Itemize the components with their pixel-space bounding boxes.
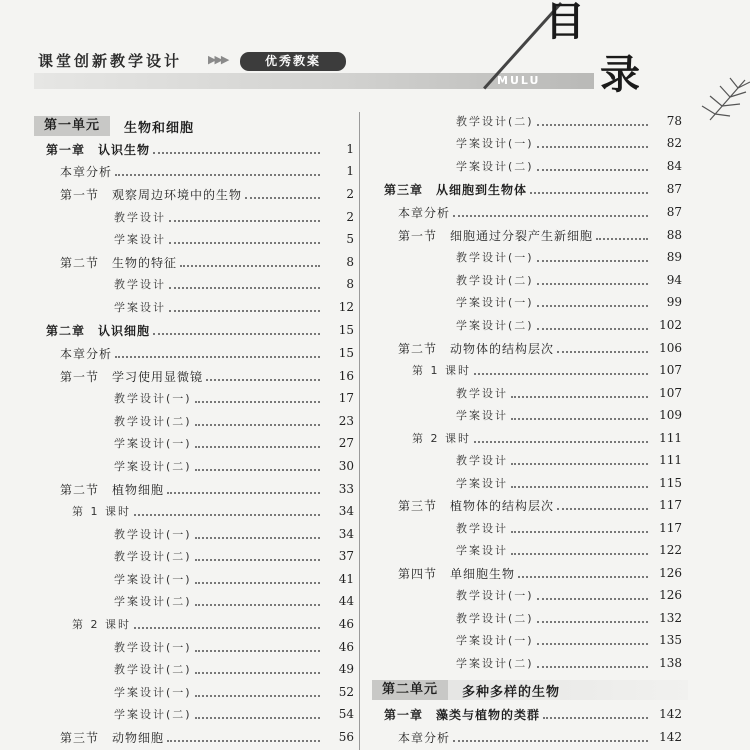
toc-item[interactable] bbox=[114, 705, 354, 723]
page-number: 37 bbox=[338, 549, 354, 563]
dot-leader bbox=[195, 424, 320, 426]
toc-label: 学案设计 bbox=[114, 233, 166, 246]
dot-leader bbox=[206, 379, 320, 381]
page-number: 2 bbox=[346, 187, 354, 201]
dot-leader bbox=[134, 627, 320, 629]
toc-item[interactable] bbox=[114, 570, 354, 588]
page-number: 87 bbox=[666, 182, 682, 196]
toc-label: 教学设计(二) bbox=[114, 415, 192, 428]
page-number: 109 bbox=[659, 408, 682, 422]
page-number: 1 bbox=[346, 164, 354, 178]
dot-leader bbox=[537, 283, 648, 285]
dot-leader bbox=[167, 740, 320, 742]
dot-leader bbox=[115, 356, 320, 358]
dot-leader bbox=[537, 598, 648, 600]
unit-heading bbox=[34, 116, 354, 136]
page-number: 34 bbox=[338, 527, 354, 541]
page-number: 107 bbox=[659, 363, 682, 377]
page-number: 49 bbox=[338, 662, 354, 676]
toc-item[interactable] bbox=[456, 384, 682, 402]
dot-leader bbox=[511, 463, 648, 465]
page-number: 15 bbox=[338, 346, 354, 360]
toc-label: 学案设计(二) bbox=[114, 595, 192, 608]
toc-item[interactable] bbox=[114, 683, 354, 701]
toc-lesson[interactable] bbox=[412, 429, 682, 447]
unit-title: 多种多样的生物 bbox=[462, 684, 561, 700]
toc-item[interactable] bbox=[456, 271, 682, 289]
dot-leader bbox=[195, 650, 320, 652]
page-number: 2 bbox=[346, 210, 354, 224]
page-number: 111 bbox=[659, 431, 682, 445]
toc-section[interactable] bbox=[60, 480, 354, 498]
toc-section[interactable] bbox=[60, 728, 354, 746]
page-number: 17 bbox=[338, 391, 354, 405]
toc-label: 第四节 单细胞生物 bbox=[398, 566, 516, 581]
dot-leader bbox=[474, 373, 648, 375]
page-number: 126 bbox=[659, 566, 682, 580]
dot-leader bbox=[195, 695, 320, 697]
toc-label: 第 2 课时 bbox=[72, 618, 131, 631]
toc-item[interactable] bbox=[114, 412, 354, 430]
toc-label: 本章分析 bbox=[398, 730, 451, 745]
toc-label: 学案设计(二) bbox=[114, 708, 192, 721]
toc-label: 教学设计(一) bbox=[114, 528, 192, 541]
toc-label: 学案设计(一) bbox=[114, 686, 192, 699]
page-number: 87 bbox=[666, 205, 682, 219]
dot-leader bbox=[537, 328, 648, 330]
toc-label: 本章分析 bbox=[60, 164, 113, 179]
toc-analysis[interactable] bbox=[60, 162, 354, 180]
toc-label: 第二节 动物体的结构层次 bbox=[398, 341, 555, 356]
page-number: 115 bbox=[659, 476, 682, 490]
page-number: 23 bbox=[338, 414, 354, 428]
toc-label: 学案设计(一) bbox=[114, 573, 192, 586]
toc-item[interactable] bbox=[456, 248, 682, 266]
toc-lesson[interactable] bbox=[72, 615, 354, 633]
toc-label: 第一节 学习使用显微镜 bbox=[60, 369, 204, 384]
dot-leader bbox=[537, 643, 648, 645]
dot-leader bbox=[115, 174, 320, 176]
dot-leader bbox=[537, 146, 648, 148]
toc-item[interactable] bbox=[456, 157, 682, 175]
dot-leader bbox=[453, 740, 648, 742]
toc-label: 学案设计 bbox=[456, 544, 508, 557]
toc-label: 学案设计 bbox=[456, 477, 508, 490]
dot-leader bbox=[537, 666, 648, 668]
toc-chapter[interactable] bbox=[46, 321, 354, 339]
toc-item[interactable] bbox=[456, 134, 682, 152]
page-number: 15 bbox=[338, 323, 354, 337]
toc-item[interactable] bbox=[114, 434, 354, 452]
toc-item[interactable] bbox=[114, 638, 354, 656]
toc-label: 教学设计 bbox=[456, 454, 508, 467]
unit-label: 第二单元 bbox=[372, 680, 448, 700]
pine-branch-icon bbox=[690, 70, 750, 130]
toc-item[interactable] bbox=[114, 660, 354, 678]
page-number: 117 bbox=[659, 521, 682, 535]
page-number: 44 bbox=[338, 594, 354, 608]
toc-label: 学案设计(二) bbox=[456, 657, 534, 670]
toc-label: 第二节 生物的特征 bbox=[60, 255, 178, 270]
dot-leader bbox=[169, 220, 320, 222]
toc-label: 教学设计(二) bbox=[456, 115, 534, 128]
page-number: 102 bbox=[659, 318, 682, 332]
dot-leader bbox=[557, 351, 648, 353]
category-badge: 优秀教案 bbox=[240, 52, 346, 71]
toc-label: 教学设计(一) bbox=[456, 589, 534, 602]
toc-item[interactable] bbox=[456, 586, 682, 604]
unit-label: 第一单元 bbox=[34, 116, 110, 136]
page-number: 56 bbox=[338, 730, 354, 744]
page-number: 117 bbox=[659, 498, 682, 512]
unit-heading bbox=[372, 680, 688, 700]
toc-item[interactable] bbox=[114, 275, 354, 293]
toc-item[interactable] bbox=[456, 112, 682, 130]
page-number: 52 bbox=[338, 685, 354, 699]
dot-leader bbox=[195, 672, 320, 674]
dot-leader bbox=[453, 215, 648, 217]
dot-leader bbox=[543, 717, 648, 719]
toc-chapter[interactable] bbox=[46, 140, 354, 158]
page-number: 122 bbox=[659, 543, 682, 557]
page-number: 82 bbox=[666, 136, 682, 150]
toc-item[interactable] bbox=[456, 631, 682, 649]
toc-label: 学案设计(二) bbox=[456, 160, 534, 173]
page-number: 89 bbox=[666, 250, 682, 264]
dot-leader bbox=[180, 265, 320, 267]
page-number: 46 bbox=[338, 640, 354, 654]
toc-label: 第一节 细胞通过分裂产生新细胞 bbox=[398, 228, 594, 243]
dot-leader bbox=[537, 169, 648, 171]
toc-label: 学案设计(一) bbox=[456, 634, 534, 647]
page-number: 27 bbox=[338, 436, 354, 450]
toc-item[interactable] bbox=[456, 474, 682, 492]
toc-item[interactable] bbox=[114, 592, 354, 610]
toc-item[interactable] bbox=[114, 208, 354, 226]
page-number: 88 bbox=[666, 228, 682, 242]
dot-leader bbox=[557, 508, 648, 510]
dot-leader bbox=[195, 446, 320, 448]
dot-leader bbox=[195, 469, 320, 471]
dot-leader bbox=[511, 396, 648, 398]
page-number: 41 bbox=[338, 572, 354, 586]
toc-analysis[interactable] bbox=[398, 203, 682, 221]
page-number: 8 bbox=[346, 255, 354, 269]
dot-leader bbox=[195, 401, 320, 403]
dot-leader bbox=[537, 621, 648, 623]
toc-label: 教学设计(一) bbox=[456, 251, 534, 264]
dot-leader bbox=[195, 717, 320, 719]
toc-label: 学案设计 bbox=[114, 301, 166, 314]
page-number: 142 bbox=[659, 707, 682, 721]
toc-label: 本章分析 bbox=[398, 205, 451, 220]
dot-leader bbox=[518, 576, 648, 578]
mulu-label: MULU bbox=[497, 74, 541, 87]
dot-leader bbox=[195, 559, 320, 561]
page-number: 30 bbox=[338, 459, 354, 473]
toc-section[interactable] bbox=[398, 564, 682, 582]
toc-section[interactable] bbox=[398, 496, 682, 514]
toc-label: 第一章 藻类与植物的类群 bbox=[384, 707, 541, 722]
toc-label: 教学设计(二) bbox=[114, 663, 192, 676]
toc-label: 第二节 植物细胞 bbox=[60, 482, 165, 497]
dot-leader bbox=[530, 192, 648, 194]
page-number: 34 bbox=[338, 504, 354, 518]
page-number: 54 bbox=[338, 707, 354, 721]
arrow-icon: ▶▶▶ bbox=[208, 53, 228, 66]
page-number: 78 bbox=[666, 114, 682, 128]
dot-leader bbox=[169, 242, 320, 244]
page-title-lu: 录 bbox=[600, 52, 640, 98]
toc-item[interactable] bbox=[114, 230, 354, 248]
dot-leader bbox=[169, 310, 320, 312]
toc-label: 教学设计(一) bbox=[114, 392, 192, 405]
toc-label: 第一节 观察周边环境中的生物 bbox=[60, 187, 243, 202]
toc-label: 教学设计(二) bbox=[114, 550, 192, 563]
toc-chapter[interactable] bbox=[384, 180, 682, 198]
dot-leader bbox=[167, 492, 320, 494]
page-number: 46 bbox=[338, 617, 354, 631]
toc-item[interactable] bbox=[456, 541, 682, 559]
toc-item[interactable] bbox=[114, 525, 354, 543]
toc-item[interactable] bbox=[456, 451, 682, 469]
page-number: 126 bbox=[659, 588, 682, 602]
dot-leader bbox=[537, 305, 648, 307]
page-number: 138 bbox=[659, 656, 682, 670]
toc-label: 教学设计 bbox=[456, 387, 508, 400]
page-number: 33 bbox=[338, 482, 354, 496]
toc-label: 教学设计(二) bbox=[456, 274, 534, 287]
page-title-mu: 目 bbox=[545, 0, 585, 45]
toc-section[interactable] bbox=[398, 339, 682, 357]
toc-label: 第 1 课时 bbox=[412, 364, 471, 377]
toc-label: 教学设计(一) bbox=[114, 641, 192, 654]
page-number: 1 bbox=[346, 142, 354, 156]
toc-item[interactable] bbox=[456, 519, 682, 537]
toc-label: 本章分析 bbox=[60, 346, 113, 361]
page-number: 16 bbox=[338, 369, 354, 383]
toc-section[interactable] bbox=[60, 185, 354, 203]
dot-leader bbox=[153, 333, 320, 335]
toc-label: 第三节 动物细胞 bbox=[60, 730, 165, 745]
dot-leader bbox=[537, 124, 648, 126]
toc-analysis[interactable] bbox=[60, 344, 354, 362]
toc-label: 教学设计 bbox=[114, 278, 166, 291]
dot-leader bbox=[245, 197, 320, 199]
page-number: 135 bbox=[659, 633, 682, 647]
page-number: 142 bbox=[659, 730, 682, 744]
toc-item[interactable] bbox=[114, 389, 354, 407]
toc-label: 教学设计(二) bbox=[456, 612, 534, 625]
toc-label: 第三章 从细胞到生物体 bbox=[384, 182, 528, 197]
dot-leader bbox=[195, 604, 320, 606]
toc-section[interactable] bbox=[60, 253, 354, 271]
dot-leader bbox=[153, 152, 320, 154]
toc-lesson[interactable] bbox=[72, 502, 354, 520]
page-number: 5 bbox=[346, 232, 354, 246]
toc-label: 教学设计 bbox=[114, 211, 166, 224]
toc-label: 第 1 课时 bbox=[72, 505, 131, 518]
page-number: 99 bbox=[666, 295, 682, 309]
page-number: 12 bbox=[338, 300, 354, 314]
dot-leader bbox=[474, 441, 648, 443]
toc-item[interactable] bbox=[114, 547, 354, 565]
toc-label: 第一章 认识生物 bbox=[46, 142, 151, 157]
dot-leader bbox=[169, 287, 320, 289]
page-number: 84 bbox=[666, 159, 682, 173]
dot-leader bbox=[511, 486, 648, 488]
page-number: 8 bbox=[346, 277, 354, 291]
toc-label: 学案设计(一) bbox=[114, 437, 192, 450]
unit-title: 生物和细胞 bbox=[124, 120, 195, 136]
toc-label: 学案设计 bbox=[456, 409, 508, 422]
series-name: 课堂创新教学设计 bbox=[38, 52, 183, 70]
toc-item[interactable] bbox=[456, 406, 682, 424]
toc-label: 教学设计 bbox=[456, 522, 508, 535]
toc-chapter[interactable] bbox=[384, 705, 682, 723]
page-number: 111 bbox=[659, 453, 682, 467]
toc-label: 学案设计(二) bbox=[114, 460, 192, 473]
dot-leader bbox=[596, 238, 648, 240]
toc-item[interactable] bbox=[114, 457, 354, 475]
toc-label: 学案设计(二) bbox=[456, 319, 534, 332]
dot-leader bbox=[134, 514, 320, 516]
toc-analysis[interactable] bbox=[398, 728, 682, 746]
toc-label: 学案设计(一) bbox=[456, 137, 534, 150]
toc-label: 学案设计(一) bbox=[456, 296, 534, 309]
toc-label: 第三节 植物体的结构层次 bbox=[398, 498, 555, 513]
dot-leader bbox=[195, 582, 320, 584]
toc-item[interactable] bbox=[456, 654, 682, 672]
toc-label: 第 2 课时 bbox=[412, 432, 471, 445]
page-number: 132 bbox=[659, 611, 682, 625]
toc-lesson[interactable] bbox=[412, 361, 682, 379]
toc-item[interactable] bbox=[456, 316, 682, 334]
toc-label: 第二章 认识细胞 bbox=[46, 323, 151, 338]
dot-leader bbox=[195, 537, 320, 539]
dot-leader bbox=[511, 531, 648, 533]
toc-section[interactable] bbox=[60, 367, 354, 385]
dot-leader bbox=[511, 418, 648, 420]
page-number: 106 bbox=[659, 341, 682, 355]
column-divider bbox=[359, 112, 360, 750]
page-number: 107 bbox=[659, 386, 682, 400]
toc-item[interactable] bbox=[456, 293, 682, 311]
dot-leader bbox=[537, 260, 648, 262]
page-number: 94 bbox=[666, 273, 682, 287]
toc-item[interactable] bbox=[456, 609, 682, 627]
dot-leader bbox=[511, 553, 648, 555]
toc-item[interactable] bbox=[114, 298, 354, 316]
toc-section[interactable] bbox=[398, 226, 682, 244]
